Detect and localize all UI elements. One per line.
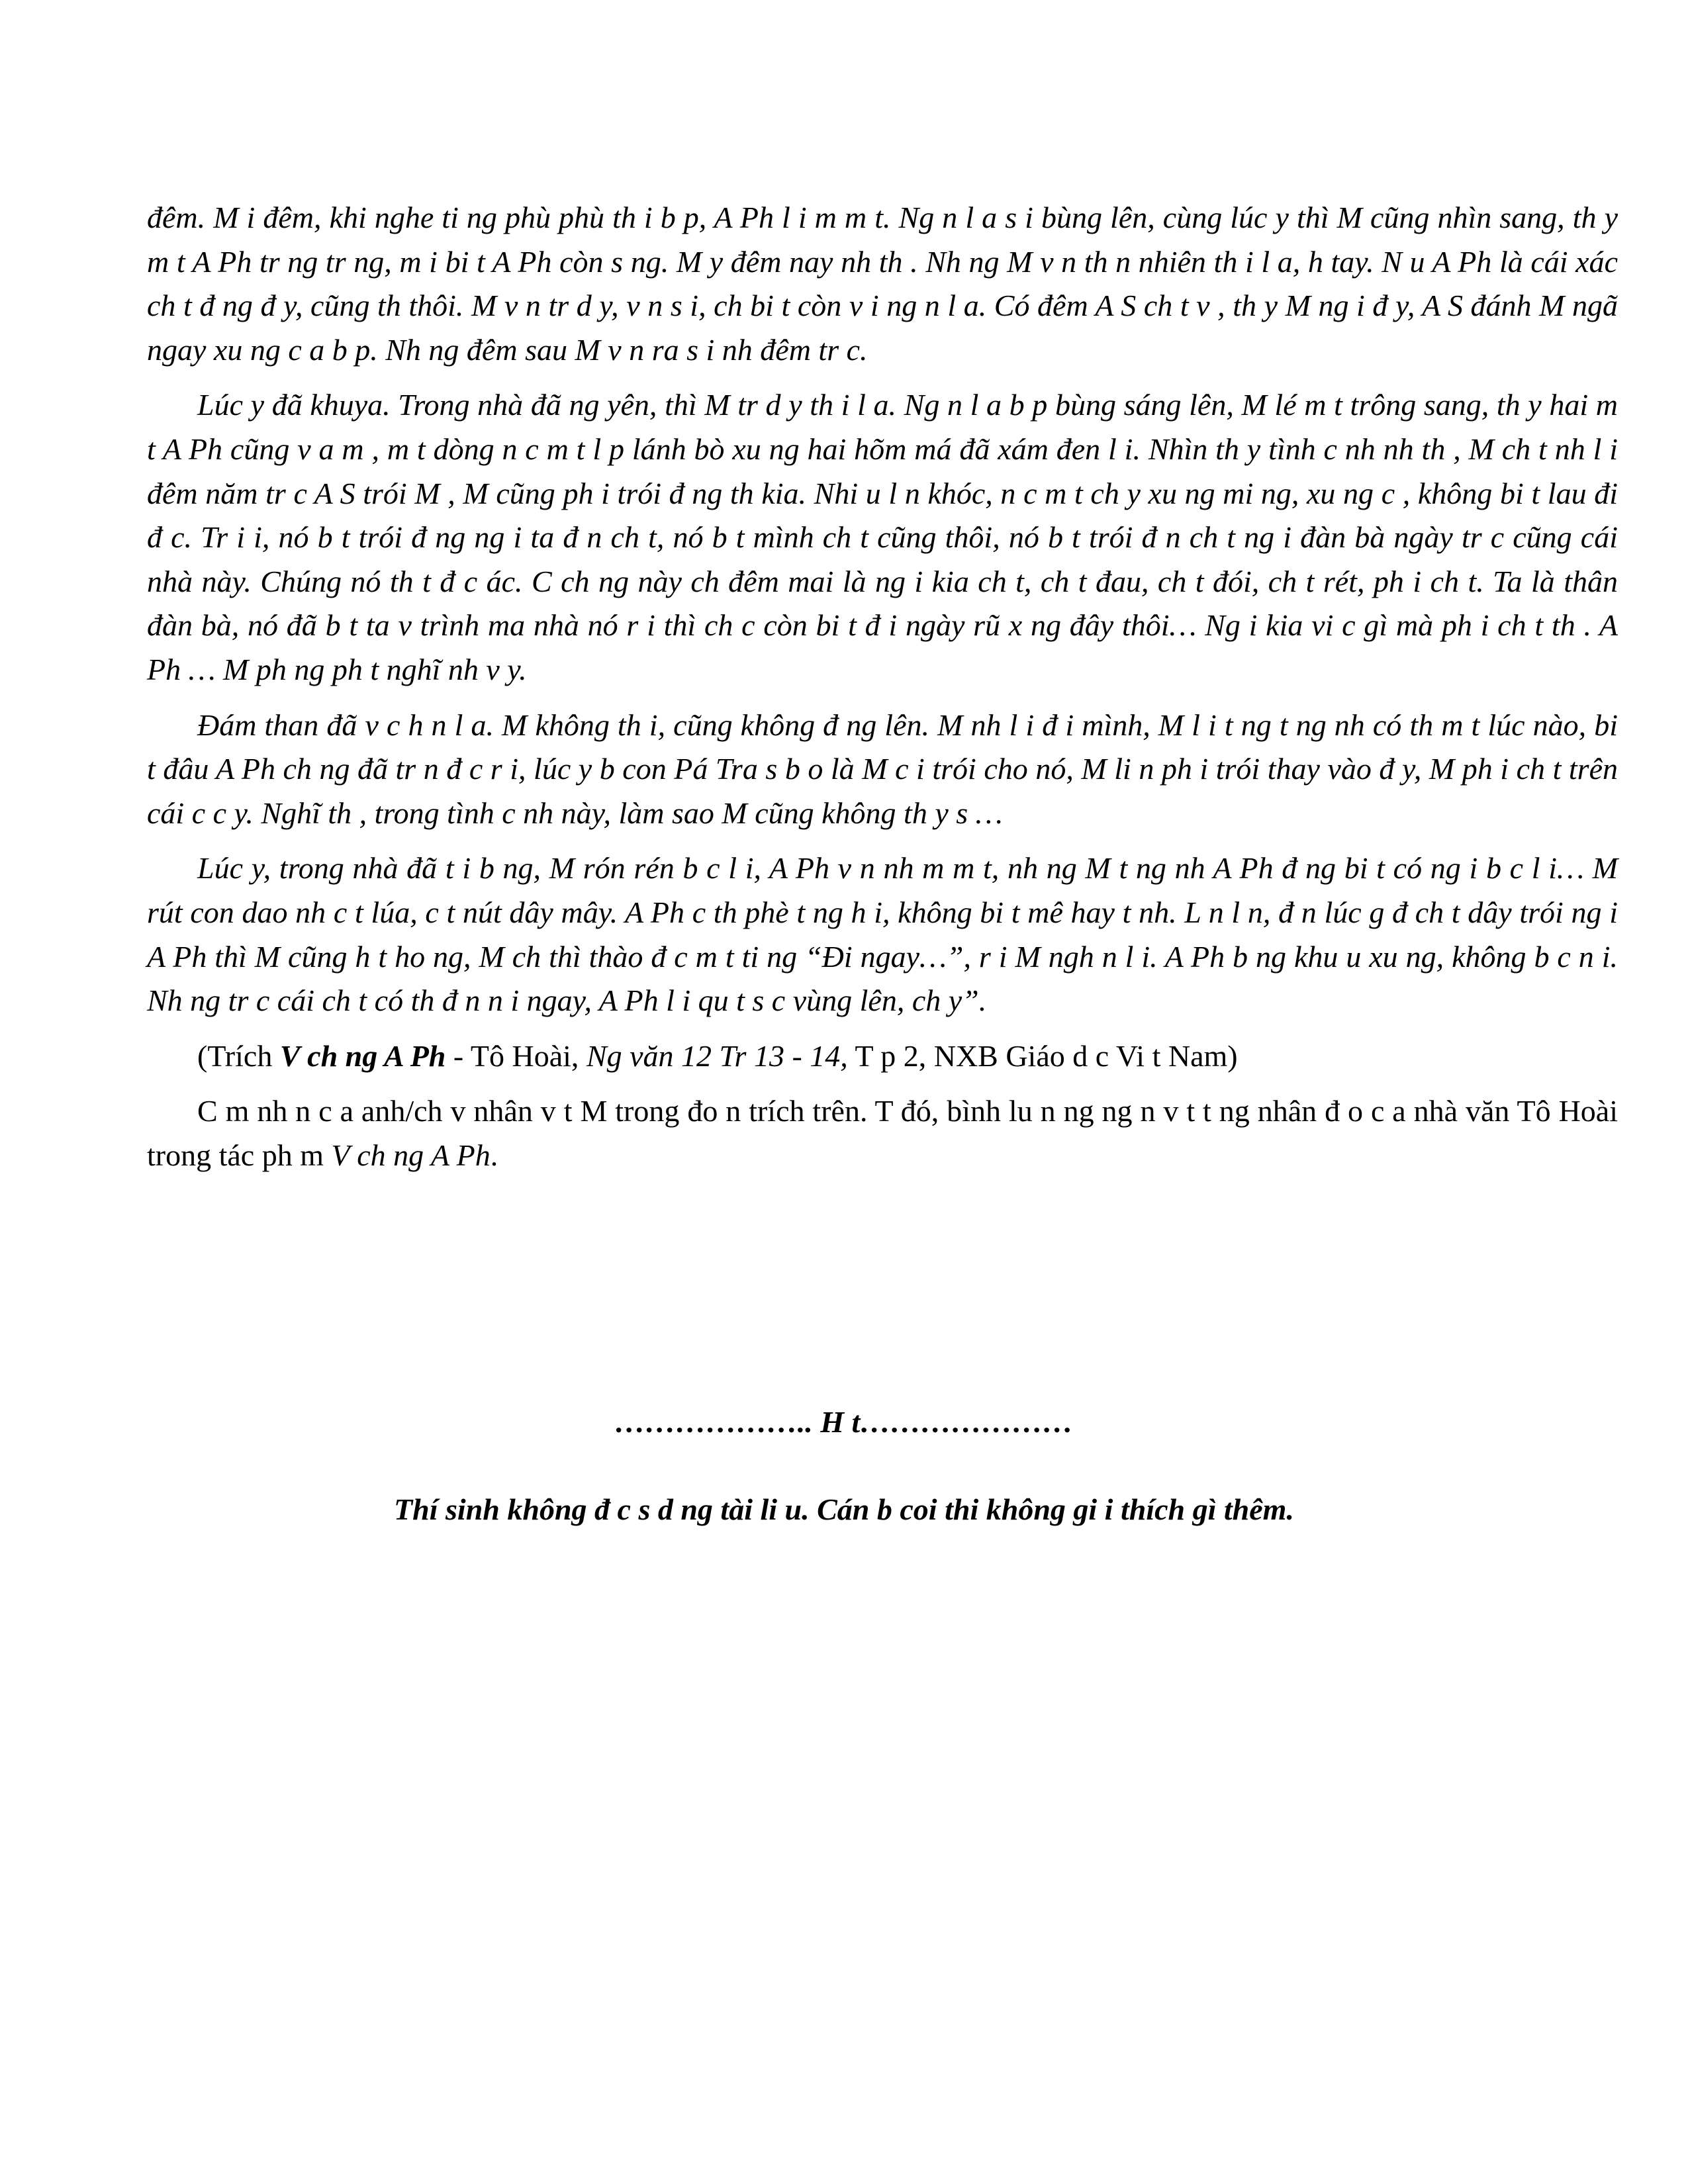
source-rest: T p 2, NXB Giáo d c Vi t Nam) (847, 1038, 1238, 1073)
end-of-exam-mark: ……………….. H t………………… (614, 1405, 1074, 1439)
source-citation (147, 1034, 1618, 1079)
source-author: - Tô Hoài, (445, 1038, 586, 1073)
footer-note: Thí sinh không đ c s d ng tài li u. Cán b coi thi không gi i thích gì thêm. (394, 1492, 1294, 1526)
source-book: Ng văn 12 Tr 13 - 14, (586, 1038, 848, 1073)
passage-paragraph-3: Đám than đã v c h n l a. M không th i, cũng không đ ng lên. M nh l i đ i mình, M l i t ng t ng nh có th m t lúc nào, bi t đâu A Ph ch ng đã tr n đ c r i, lúc y b con Pá Tra s b o là M c i trói cho nó, M li n ph i trói thay vào đ y, M ph i ch t trên cái c c y. Nghĩ th , trong tình c nh này, làm sao M cũng không th y s … (147, 707, 1618, 830)
question-work-title: V ch ng A Ph (331, 1138, 491, 1172)
source-work-title: V ch ng A Ph (279, 1038, 446, 1073)
exam-question (147, 1089, 1618, 1177)
question-end: . (490, 1138, 498, 1172)
passage-paragraph-2: Lúc y đã khuya. Trong nhà đã ng yên, thì M tr d y th i l a. Ng n l a b p bùng sáng lên, M lé m t trông sang, th y hai m t A Ph cũng v a m , m t dòng n c m t l p lánh bò xu ng hai hõm má đã xám đen l i. Nhìn th y tình c nh nh th , M ch t nh l i đêm năm tr c A S trói M , M cũng ph i trói đ ng th kia. Nhi u l n khóc, n c m t ch y xu ng mi ng, xu ng c , không bi t lau đi đ c. Tr i i, nó b t trói đ ng ng i ta đ n ch t, nó b t mình ch t cũng thôi, nó b t trói đ n ch t ng i đàn bà ngày tr c cũng cái nhà này. Chúng nó th t đ c ác. C ch ng này ch đêm mai là ng i kia ch t, ch t đau, ch t đói, ch t rét, ph i ch t. Ta là thân đàn bà, nó đã b t ta v trình ma nhà nó r i thì ch c còn bi t đ i ngày rũ x ng đây thôi… Ng i kia vi c gì mà ph i ch t th . A Ph … M ph ng ph t nghĩ nh v y. (147, 388, 1618, 686)
passage-paragraph-1: đêm. M i đêm, khi nghe ti ng phù phù th i b p, A Ph l i m m t. Ng n l a s i bùng lên, cùng lúc y thì M cũng nhìn sang, th y m t A Ph tr ng tr ng, m i bi t A Ph còn s ng. M y đêm nay nh th . Nh ng M v n th n nhiên th i l a, h tay. N u A Ph là cái xác ch t đ ng đ y, cũng th thôi. M v n tr d y, v n s i, ch bi t còn v i ng n l a. Có đêm A S ch t v , th y M ng i đ y, A S đánh M ngã ngay xu ng c a b p. Nh ng đêm sau M v n ra s i nh đêm tr c. (147, 201, 1618, 367)
source-open: (Trích (197, 1038, 280, 1073)
exam-body (147, 196, 1618, 1177)
passage-paragraph-4: Lúc y, trong nhà đã t i b ng, M rón rén b c l i, A Ph v n nh m m t, nh ng M t ng nh A Ph đ ng bi t có ng i b c l i… M rút con dao nh c t lúa, c t nút dây mây. A Ph c th phè t ng h i, không bi t mê hay t nh. L n l n, đ n lúc g đ ch t dây trói ng i A Ph thì M cũng h t ho ng, M ch thì thào đ c m t ti ng “Đi ngay…”, r i M ngh n l i. A Ph b ng khu u xu ng, không b c n i. Nh ng tr c cái ch t có th đ n n i ngay, A Ph l i qu t s c vùng lên, ch y”. (147, 851, 1618, 1018)
question-text: C m nh n c a anh/ch v nhân v t M trong đo n trích trên. T đó, bình lu n ng ng n v t t ng nhân đ o c a nhà văn Tô Hoài trong tác ph m (147, 1094, 1618, 1172)
